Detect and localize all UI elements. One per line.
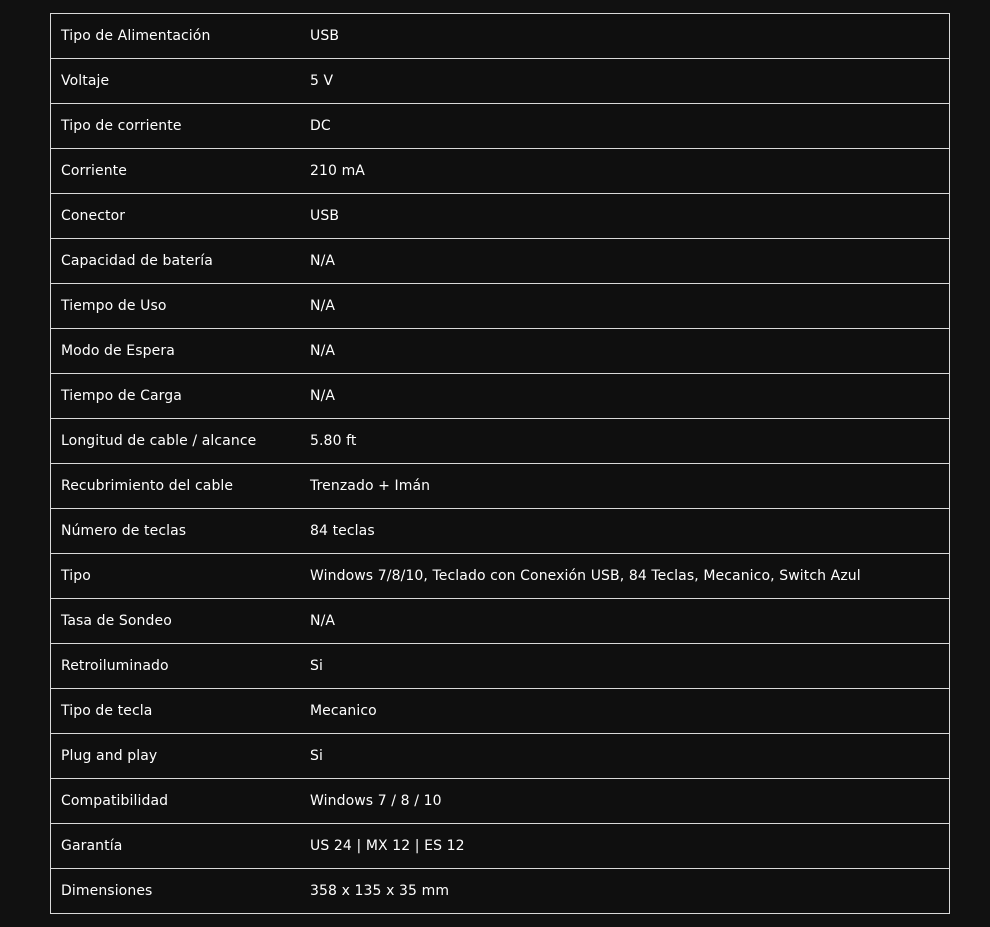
spec-row <box>51 644 950 689</box>
spec-value: 5.80 ft <box>300 419 950 464</box>
spec-label: Modo de Espera <box>51 329 301 374</box>
spec-value: DC <box>300 104 950 149</box>
spec-label: Voltaje <box>51 59 301 104</box>
spec-row <box>51 374 950 419</box>
spec-value: 358 x 135 x 35 mm <box>300 869 950 914</box>
spec-label: Recubrimiento del cable <box>51 464 301 509</box>
spec-value: N/A <box>300 374 950 419</box>
spec-label: Tipo <box>51 554 301 599</box>
spec-label: Plug and play <box>51 734 301 779</box>
spec-value: N/A <box>300 239 950 284</box>
spec-value: Si <box>300 734 950 779</box>
spec-row <box>51 554 950 599</box>
spec-row <box>51 509 950 554</box>
spec-row <box>51 194 950 239</box>
spec-label: Corriente <box>51 149 301 194</box>
spec-label: Tipo de corriente <box>51 104 301 149</box>
spec-value: Windows 7/8/10, Teclado con Conexión USB, 84 Teclas, Mecanico, Switch Azul <box>300 554 950 599</box>
spec-row <box>51 599 950 644</box>
spec-row <box>51 734 950 779</box>
spec-label: Retroiluminado <box>51 644 301 689</box>
spec-row <box>51 329 950 374</box>
spec-value: N/A <box>300 329 950 374</box>
spec-label: Longitud de cable / alcance <box>51 419 301 464</box>
spec-label: Capacidad de batería <box>51 239 301 284</box>
spec-label: Tiempo de Uso <box>51 284 301 329</box>
spec-value: Windows 7 / 8 / 10 <box>300 779 950 824</box>
spec-value: N/A <box>300 284 950 329</box>
spec-label: Garantía <box>51 824 301 869</box>
spec-label: Dimensiones <box>51 869 301 914</box>
spec-label: Número de teclas <box>51 509 301 554</box>
spec-label: Tipo de tecla <box>51 689 301 734</box>
specifications-table <box>50 13 950 914</box>
spec-row <box>51 14 950 59</box>
spec-value: 210 mA <box>300 149 950 194</box>
spec-value: Mecanico <box>300 689 950 734</box>
spec-label: Compatibilidad <box>51 779 301 824</box>
spec-label: Tasa de Sondeo <box>51 599 301 644</box>
specifications-table-body <box>51 14 950 914</box>
spec-row <box>51 149 950 194</box>
spec-label: Tiempo de Carga <box>51 374 301 419</box>
spec-label: Tipo de Alimentación <box>51 14 301 59</box>
spec-row <box>51 779 950 824</box>
spec-row <box>51 689 950 734</box>
spec-value: US 24 | MX 12 | ES 12 <box>300 824 950 869</box>
spec-row <box>51 104 950 149</box>
spec-value: 84 teclas <box>300 509 950 554</box>
spec-row <box>51 464 950 509</box>
spec-value: Si <box>300 644 950 689</box>
spec-value: USB <box>300 194 950 239</box>
spec-row <box>51 869 950 914</box>
spec-row <box>51 824 950 869</box>
spec-row <box>51 419 950 464</box>
spec-value: Trenzado + Imán <box>300 464 950 509</box>
spec-value: 5 V <box>300 59 950 104</box>
spec-value: N/A <box>300 599 950 644</box>
spec-label: Conector <box>51 194 301 239</box>
spec-row <box>51 284 950 329</box>
spec-value: USB <box>300 14 950 59</box>
spec-row <box>51 239 950 284</box>
spec-row <box>51 59 950 104</box>
